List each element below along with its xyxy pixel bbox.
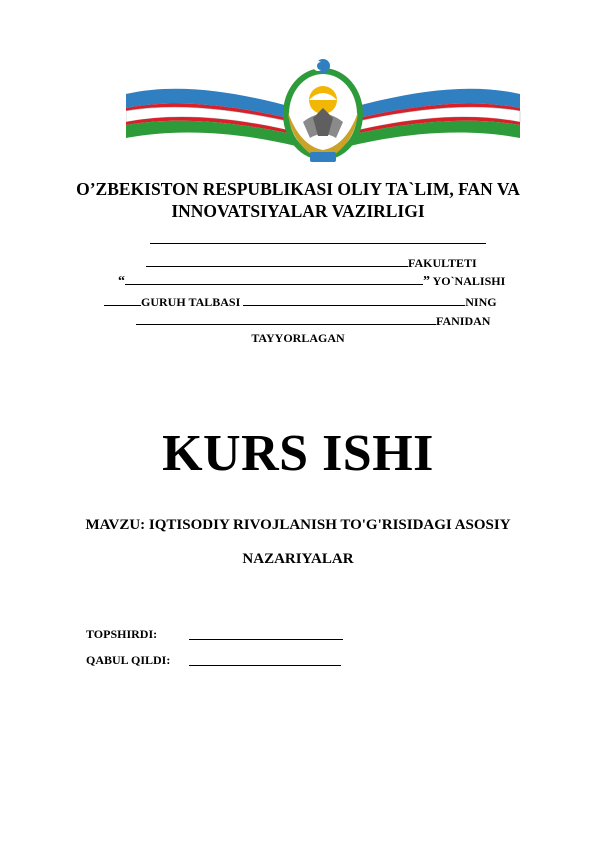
direction-close-quote: ” <box>423 274 430 289</box>
student-name-blank <box>243 295 465 306</box>
accepted-label: QABUL QILDI: <box>86 653 171 667</box>
group-student-line <box>104 295 497 310</box>
direction-label: YO`NALISHI <box>432 274 506 288</box>
accepted-blank <box>189 654 341 666</box>
subject-blank <box>136 314 436 325</box>
state-emblem-image <box>118 52 528 164</box>
emblem-center <box>283 59 363 162</box>
group-number-blank <box>104 295 141 306</box>
submitted-row <box>86 627 157 642</box>
faculty-blank <box>146 256 408 267</box>
submitted-blank <box>189 628 343 640</box>
direction-blank <box>125 274 423 285</box>
accepted-row <box>86 653 170 668</box>
topic-line1: MAVZU: IQTISODIY RIVOJLANISH TO'G'RISIDAGI ASOSIY <box>85 517 511 533</box>
ministry-title-line2: INNOVATSIYALAR VAZIRLIGI <box>171 201 425 221</box>
direction-line <box>118 274 505 290</box>
topic-line2: NAZARIYALAR <box>242 551 354 567</box>
university-blank-line <box>150 232 486 244</box>
ministry-title-line1: O’ZBEKISTON RESPUBLIKASI OLIY TA`LIM, FAN VA <box>76 179 520 199</box>
document-title: KURS ISHI <box>162 425 434 482</box>
left-flag-ribbon <box>118 89 296 146</box>
submitted-label: TOPSHIRDI: <box>86 627 158 641</box>
subject-label: FANIDAN <box>436 314 491 328</box>
faculty-line <box>146 256 477 271</box>
right-flag-ribbon <box>350 89 520 146</box>
topic-block <box>0 508 596 576</box>
student-ning-label: NING <box>465 295 497 309</box>
group-student-label: GURUH TALBASI <box>141 295 241 309</box>
ministry-title <box>0 178 596 222</box>
direction-open-quote: “ <box>118 274 125 289</box>
faculty-label: FAKULTETI <box>408 256 477 270</box>
subject-line <box>136 314 490 329</box>
prepared-label: TAYYORLAGAN <box>251 331 345 345</box>
